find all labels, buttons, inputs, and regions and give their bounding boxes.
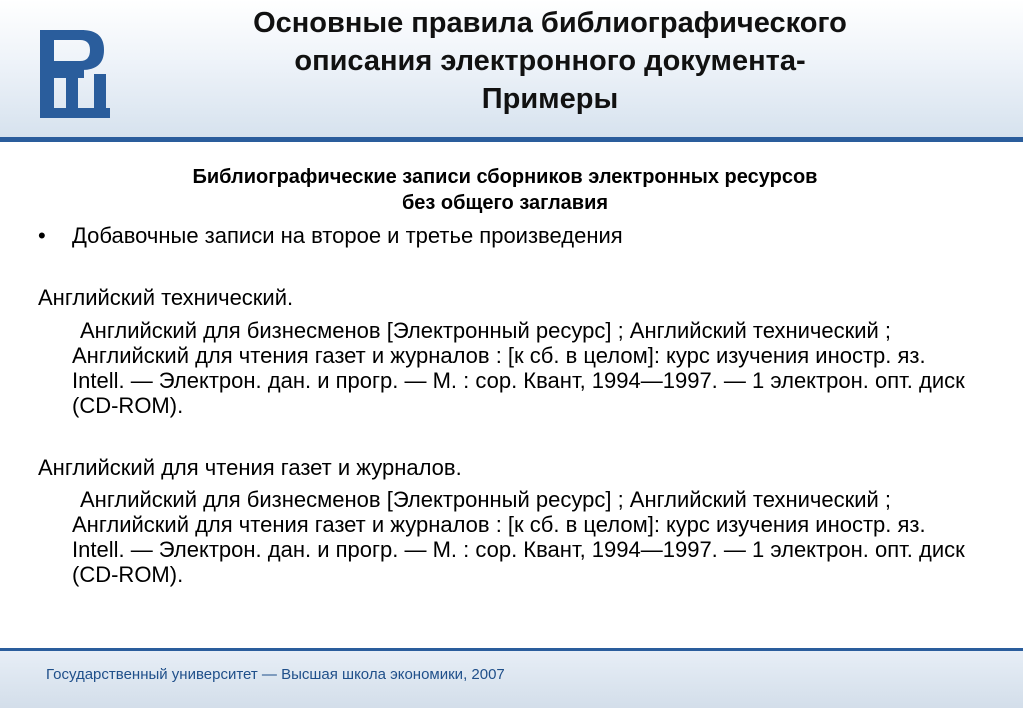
title-line-2: описания электронного документа- <box>294 45 806 77</box>
entry-heading-1: Английский технический. <box>38 285 294 310</box>
section-subtitle <box>40 164 970 216</box>
entry-heading-2: Английский для чтения газет и журналов. <box>38 455 462 480</box>
entry-text-1: Английский для бизнесменов [Электронный ресурс] ; Английский технический ; Английский для чтения газет и журналов : [к сб. в целом]: курс изучения иностр. яз. Intell. — Электрон. дан. и прогр. — М. : сор. Квант, 1994—1997. — 1 электрон. опт. диск (CD-ROM). <box>72 318 965 418</box>
hse-logo-icon <box>38 30 112 118</box>
page-title <box>150 4 950 118</box>
subtitle-line-2: без общего заглавия <box>401 192 609 214</box>
title-line-1: Основные правила библиографического <box>253 7 847 39</box>
header-divider <box>0 137 1023 142</box>
bullet-mark: • <box>38 223 46 248</box>
footer-text: Государственный университет — Высшая школа экономики, 2007 <box>46 666 505 683</box>
subtitle-line-1: Библиографические записи сборников электронных ресурсов <box>192 166 818 188</box>
entry-text-2: Английский для бизнесменов [Электронный ресурс] ; Английский технический ; Английский для чтения газет и журналов : [к сб. в целом]: курс изучения иностр. яз. Intell. — Электрон. дан. и прогр. — М. : сор. Квант, 1994—1997. — 1 электрон. опт. диск (CD-ROM). <box>72 487 965 587</box>
bullet-text: Добавочные записи на второе и третье произведения <box>72 223 623 248</box>
title-line-3: Примеры <box>481 83 619 115</box>
bullet-item <box>38 222 978 250</box>
